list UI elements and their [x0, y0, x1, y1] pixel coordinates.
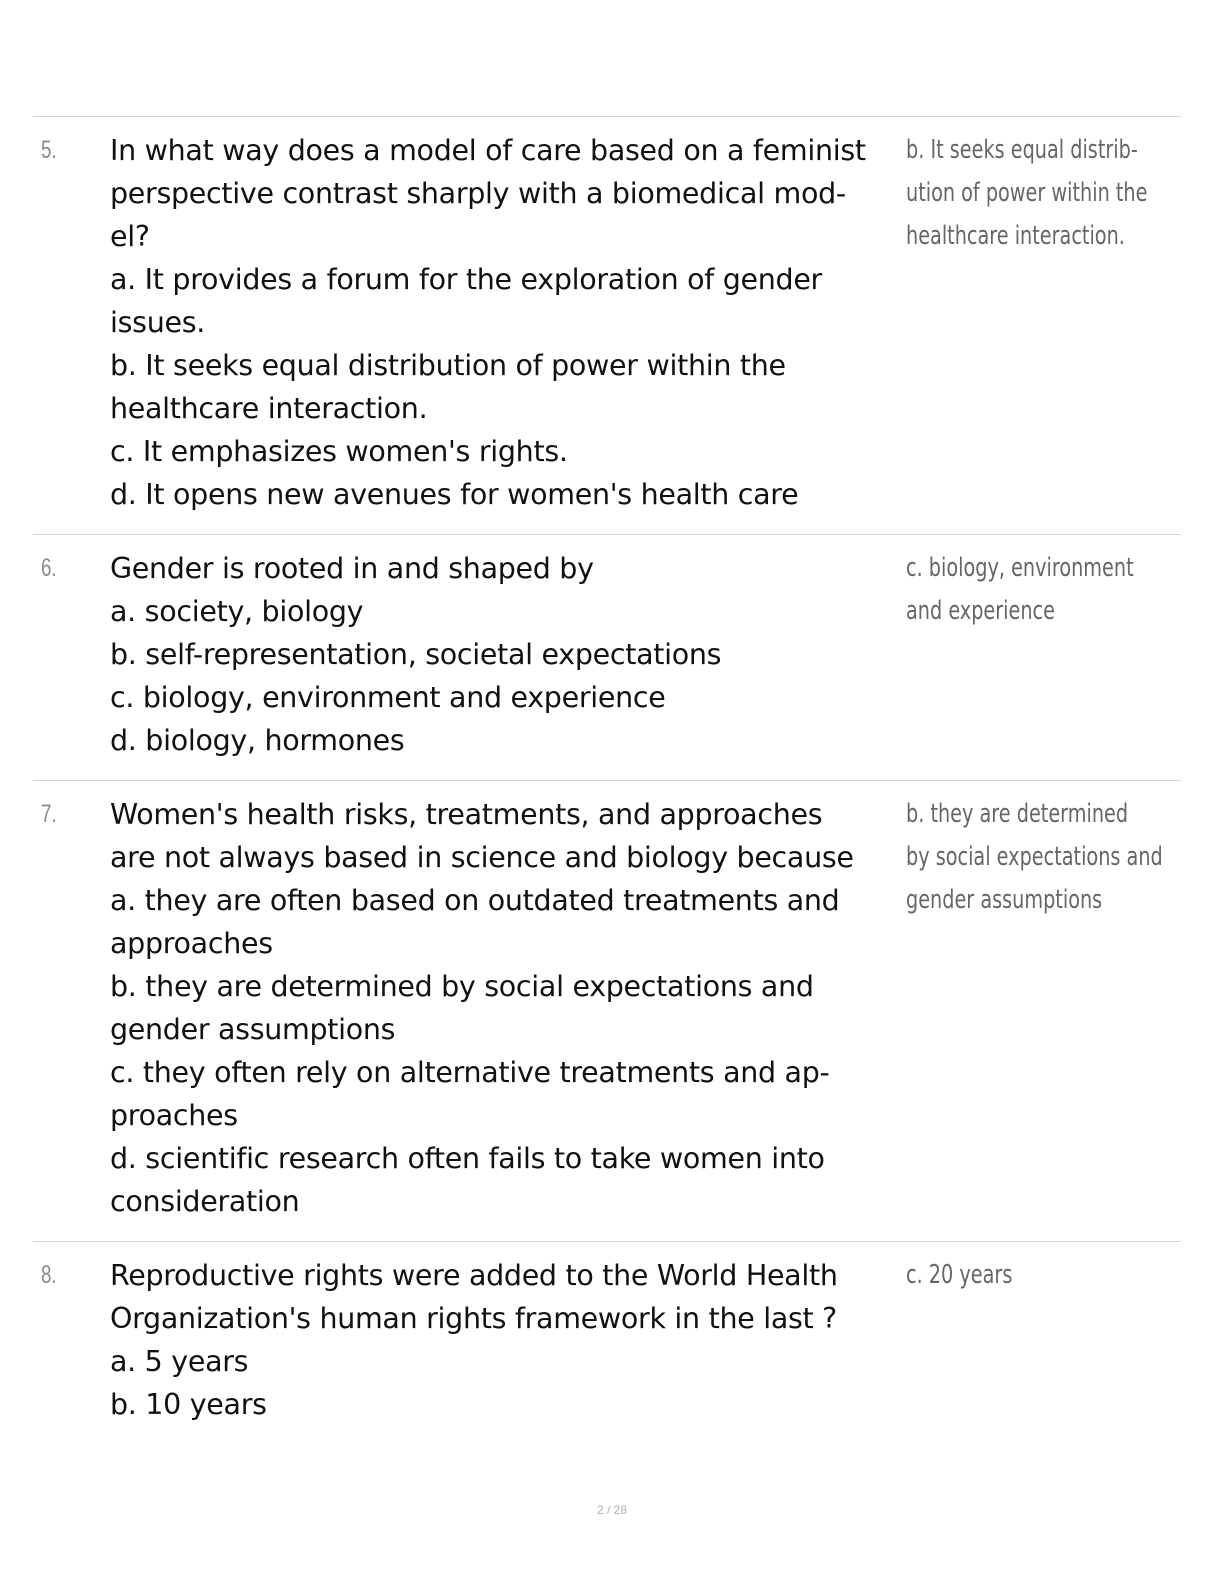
question-line: are not always based in science and biology because — [110, 841, 854, 874]
option-line: a. society, biology — [110, 595, 364, 628]
option-line: consideration — [110, 1185, 300, 1218]
option-line: c. It emphasizes women's rights. — [110, 435, 568, 468]
answer-text — [906, 793, 1163, 922]
option-line: a. they are often based on outdated treatments and — [110, 884, 840, 917]
option-line: d. It opens new avenues for women's health care — [110, 478, 799, 511]
option-line: b. 10 years — [110, 1388, 267, 1421]
option-line: b. It seeks equal distribution of power within the — [110, 349, 786, 382]
option-line: a. 5 years — [110, 1345, 249, 1378]
question-line: Organization's human rights framework in the last ? — [110, 1302, 837, 1335]
option-line: d. scientific research often fails to take women into — [110, 1142, 825, 1175]
option-line: healthcare interaction. — [110, 392, 428, 425]
option-line: gender assumptions — [110, 1013, 396, 1046]
answer-line: by social expectations and — [906, 842, 1163, 872]
answer-line: healthcare interaction. — [906, 221, 1125, 251]
option-line: b. self-representation, societal expectations — [110, 638, 722, 671]
item-number: 8. — [41, 1261, 57, 1289]
option-line: approaches — [110, 927, 273, 960]
answer-line: gender assumptions — [906, 885, 1103, 915]
question-line: Gender is rooted in and shaped by — [110, 552, 594, 585]
question-line: Women's health risks, treatments, and approaches — [110, 798, 823, 831]
question-text — [110, 129, 910, 516]
item-number: 7. — [41, 800, 57, 828]
answer-line: ution of power within the — [906, 178, 1148, 208]
question-line: perspective contrast sharply with a biomedical mod- — [110, 177, 846, 210]
divider — [33, 1241, 1181, 1242]
divider — [33, 780, 1181, 781]
item-number: 6. — [41, 554, 57, 582]
question-text — [110, 793, 910, 1223]
option-line: proaches — [110, 1099, 238, 1132]
divider — [33, 534, 1181, 535]
option-line: c. they often rely on alternative treatments and ap- — [110, 1056, 830, 1089]
item-number: 5. — [41, 136, 57, 164]
answer-line: c. 20 years — [906, 1260, 1013, 1290]
answer-text — [906, 547, 1134, 633]
question-text — [110, 547, 910, 762]
question-line: Reproductive rights were added to the World Health — [110, 1259, 838, 1292]
question-line: In what way does a model of care based on a feminist — [110, 134, 866, 167]
answer-line: and experience — [906, 596, 1055, 626]
question-line: el? — [110, 220, 150, 253]
answer-line: b. It seeks equal distrib- — [906, 135, 1138, 165]
option-line: a. It provides a forum for the exploration of gender — [110, 263, 822, 296]
option-line: c. biology, environment and experience — [110, 681, 666, 714]
answer-text — [906, 129, 1148, 258]
divider — [33, 116, 1181, 117]
question-text — [110, 1254, 910, 1426]
option-line: b. they are determined by social expectations and — [110, 970, 814, 1003]
option-line: issues. — [110, 306, 206, 339]
answer-line: c. biology, environment — [906, 553, 1134, 583]
answer-line: b. they are determined — [906, 799, 1129, 829]
page-indicator: 2 / 28 — [596, 1503, 628, 1517]
answer-text — [906, 1254, 1104, 1297]
option-line: d. biology, hormones — [110, 724, 405, 757]
